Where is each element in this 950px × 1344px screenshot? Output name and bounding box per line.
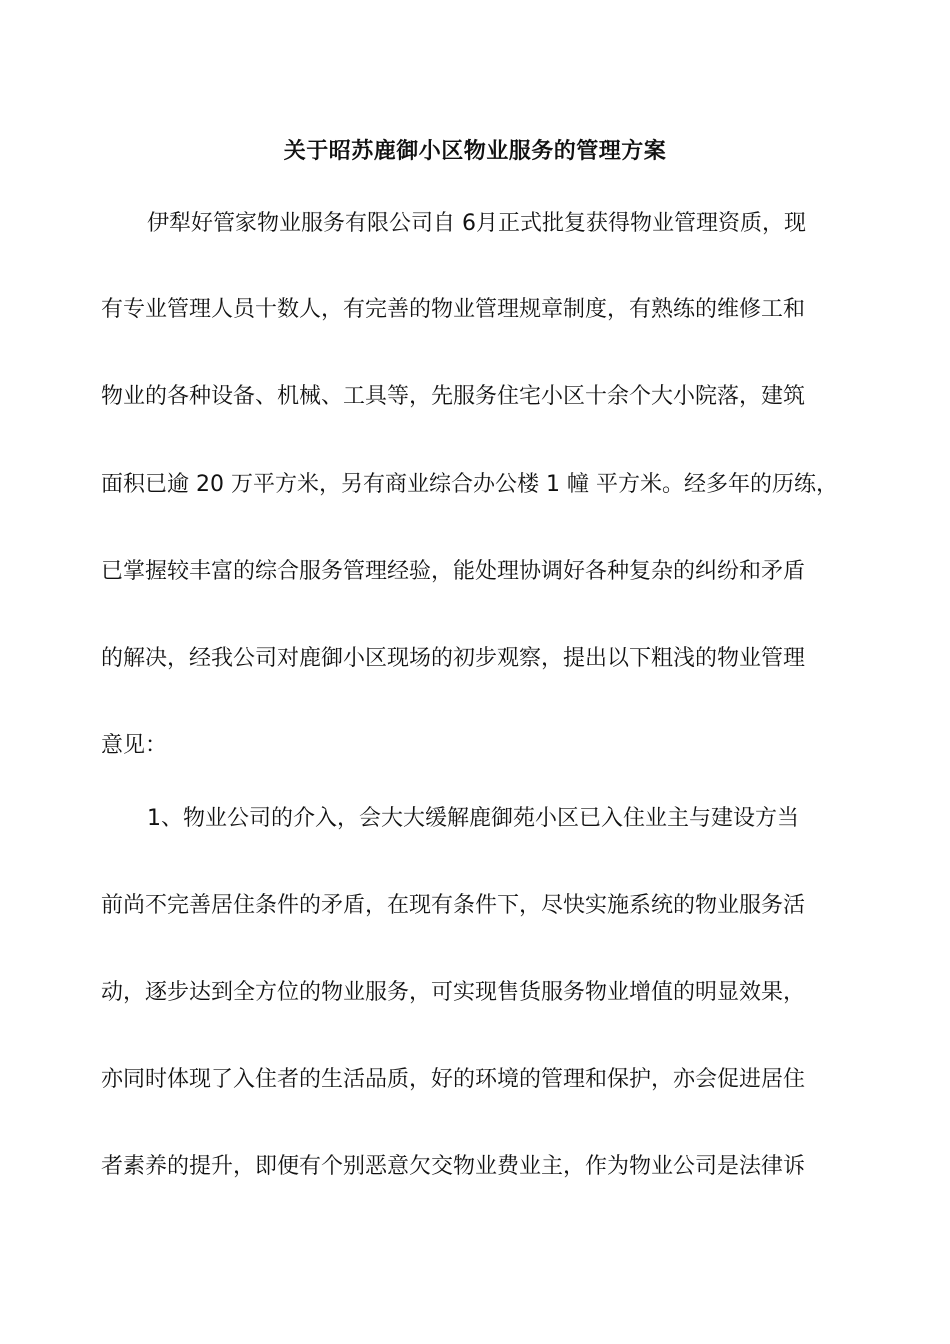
paragraph-line: 的解决，经我公司对鹿御小区现场的初步观察，提出以下粗浅的物业管理 xyxy=(101,646,806,671)
paragraph-line: 者素养的提升，即便有个别恶意欠交物业费业主，作为物业公司是法律诉 xyxy=(101,1154,806,1179)
paragraph-line: 亦同时体现了入住者的生活品质，好的环境的管理和保护，亦会促进居住 xyxy=(101,1067,806,1092)
paragraph-line: 已掌握较丰富的综合服务管理经验，能处理协调好各种复杂的纠纷和矛盾 xyxy=(101,559,806,584)
paragraph-line: 动，逐步达到全方位的物业服务，可实现售货服务物业增值的明显效果， xyxy=(101,980,806,1005)
paragraph-line: 意见： xyxy=(101,733,168,758)
paragraph-line: 物业的各种设备、机械、工具等，先服务住宅小区十余个大小院落，建筑 xyxy=(101,384,806,409)
document-title: 关于昭苏鹿御小区物业服务的管理方案 xyxy=(283,139,667,164)
paragraph-line: 伊犁好管家物业服务有限公司自 6月正式批复获得物业管理资质，现 xyxy=(147,211,806,236)
paragraph-line: 1、物业公司的介入，会大大缓解鹿御苑小区已入住业主与建设方当 xyxy=(147,806,799,831)
paragraph-line: 面积已逾 20 万平方米，另有商业综合办公楼 1 幢 平方米。经多年的历练， xyxy=(101,472,838,497)
paragraph-line: 前尚不完善居住条件的矛盾，在现有条件下，尽快实施系统的物业服务活 xyxy=(101,893,806,918)
paragraph-line: 有专业管理人员十数人，有完善的物业管理规章制度，有熟练的维修工和 xyxy=(101,297,806,322)
